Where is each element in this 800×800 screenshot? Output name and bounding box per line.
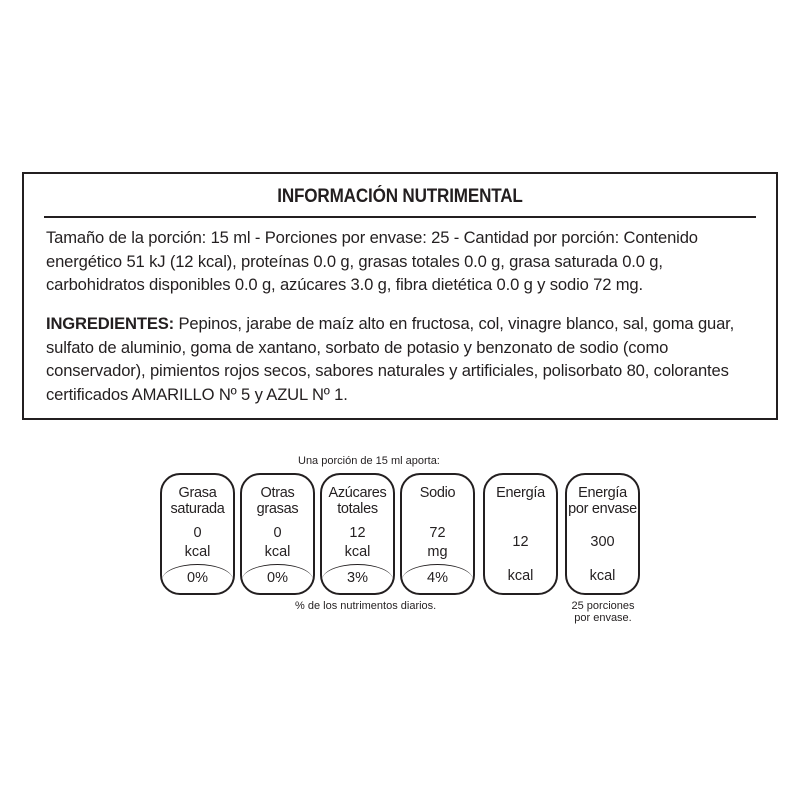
seal-percent-area (242, 564, 313, 593)
seal-label: Sodio (419, 485, 456, 501)
seal-grasa-saturada (160, 473, 235, 595)
seal-percent-area (402, 564, 473, 593)
seal-unit: kcal (344, 544, 371, 560)
seal-energia (483, 473, 558, 595)
nutrition-facts-text: Tamaño de la porción: 15 ml - Porciones por envase: 25 - Cantidad por porción: Contenido energético 51 kJ (12 kcal), proteínas 0.0 g, grasas totales 0.0 g, grasa saturada 0.0 g, carbohidratos disponibles 0.0 g, azúcares 3.0 g, fibra dietética 0.0 g y sodio 72 mg. (46, 228, 698, 294)
seal-percent: 0% (187, 570, 208, 586)
seal-otras-grasas (240, 473, 315, 595)
servings-footnote: 25 porciones por envase. (571, 600, 635, 624)
ingredients-label: INGREDIENTES: (46, 314, 175, 333)
seal-amount: 300 (590, 534, 615, 550)
seals-heading: Una porción de 15 ml aporta: (298, 455, 440, 467)
seal-unit: kcal (507, 568, 534, 584)
seal-label: Energía (496, 485, 545, 501)
seal-amount: 12 (349, 525, 366, 541)
ingredients-list: Pepinos, jarabe de maíz alto en fructosa, col, vinagre blanco, sal, goma guar, sulfato de aluminio, goma de xantano, sorbato de potasio y benzonato de sodio (como conservador), pimientos rojos secos, sabores naturales y artificiales, polisorbato 80, colorantes certificados AMARILLO Nº 5 y AZUL Nº 1. (46, 314, 735, 404)
seal-label: Azúcares totales (328, 485, 387, 517)
seal-label: Grasa saturada (170, 485, 225, 517)
seal-label: Otras grasas (256, 485, 299, 517)
seal-amount: 0 (193, 525, 202, 541)
seal-amount: 12 (512, 534, 529, 550)
nutrition-info-panel (22, 172, 778, 420)
seal-percent: 4% (427, 570, 448, 586)
seal-azucares-totales (320, 473, 395, 595)
seal-percent: 3% (347, 570, 368, 586)
seal-label: Energía por envase (568, 485, 637, 517)
seal-unit: kcal (589, 568, 616, 584)
title-divider (44, 216, 756, 218)
seal-unit: mg (427, 544, 448, 560)
seal-sodio (400, 473, 475, 595)
seal-amount: 0 (273, 525, 282, 541)
seal-energia-por-envase (565, 473, 640, 595)
ingredients-text (46, 312, 762, 406)
seal-percent: 0% (267, 570, 288, 586)
seal-percent-area (162, 564, 233, 593)
daily-value-footnote: % de los nutrimentos diarios. (295, 600, 437, 612)
seal-unit: kcal (184, 544, 211, 560)
seal-percent-area (322, 564, 393, 593)
seal-unit: kcal (264, 544, 291, 560)
panel-title: INFORMACIÓN NUTRIMENTAL (277, 186, 523, 207)
seal-amount: 72 (429, 525, 446, 541)
